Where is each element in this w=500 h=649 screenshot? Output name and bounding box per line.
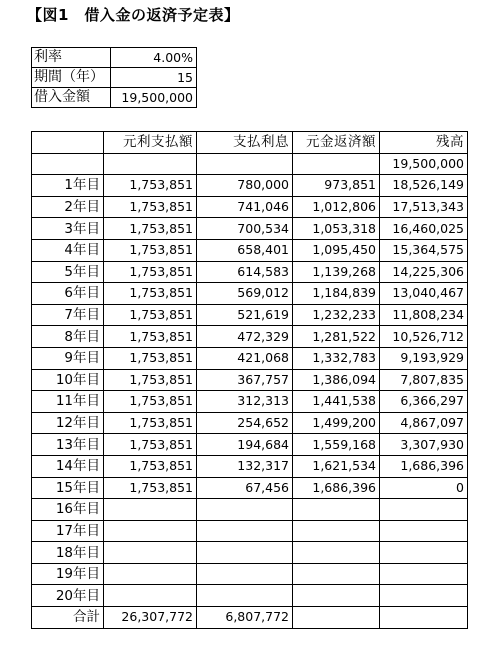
loan-amount-row xyxy=(32,88,197,108)
interest-cell[interactable]: 472,329 xyxy=(197,326,293,348)
table-cell[interactable] xyxy=(104,153,197,175)
total-interest-cell[interactable]: 6,807,772 xyxy=(197,607,293,629)
interest-cell[interactable]: 569,012 xyxy=(197,283,293,305)
balance-cell[interactable] xyxy=(380,563,468,585)
balance-cell[interactable]: 0 xyxy=(380,477,468,499)
term-value[interactable]: 15 xyxy=(111,68,197,88)
principal-cell[interactable] xyxy=(293,542,380,564)
balance-cell[interactable]: 4,867,097 xyxy=(380,412,468,434)
header-year xyxy=(32,132,104,154)
table-row xyxy=(32,261,468,283)
total-balance-cell[interactable] xyxy=(380,607,468,629)
principal-cell[interactable]: 1,686,396 xyxy=(293,477,380,499)
principal-cell[interactable]: 1,184,839 xyxy=(293,283,380,305)
balance-cell[interactable]: 11,808,234 xyxy=(380,304,468,326)
payment-cell[interactable]: 1,753,851 xyxy=(104,196,197,218)
interest-cell[interactable] xyxy=(197,520,293,542)
principal-cell[interactable]: 1,281,522 xyxy=(293,326,380,348)
balance-cell[interactable]: 1,686,396 xyxy=(380,455,468,477)
year-label: 15年目 xyxy=(32,477,104,499)
payment-cell[interactable]: 1,753,851 xyxy=(104,283,197,305)
payment-cell[interactable] xyxy=(104,520,197,542)
total-label: 合計 xyxy=(32,607,104,629)
initial-balance-value[interactable]: 19,500,000 xyxy=(380,153,468,175)
repayment-schedule-table xyxy=(31,131,468,629)
table-row xyxy=(32,412,468,434)
principal-cell[interactable] xyxy=(293,585,380,607)
principal-cell[interactable] xyxy=(293,499,380,521)
year-label: 3年目 xyxy=(32,218,104,240)
table-cell[interactable] xyxy=(197,153,293,175)
balance-cell[interactable]: 9,193,929 xyxy=(380,347,468,369)
principal-cell[interactable]: 1,386,094 xyxy=(293,369,380,391)
year-label: 13年目 xyxy=(32,434,104,456)
balance-cell[interactable]: 16,460,025 xyxy=(380,218,468,240)
initial-balance-row xyxy=(32,153,468,175)
total-principal-cell[interactable] xyxy=(293,607,380,629)
interest-cell[interactable] xyxy=(197,499,293,521)
payment-cell[interactable]: 1,753,851 xyxy=(104,455,197,477)
term-row xyxy=(32,68,197,88)
year-label: 9年目 xyxy=(32,347,104,369)
year-label: 16年目 xyxy=(32,499,104,521)
table-row xyxy=(32,563,468,585)
table-row xyxy=(32,369,468,391)
payment-cell[interactable]: 1,753,851 xyxy=(104,326,197,348)
table-cell[interactable] xyxy=(32,153,104,175)
table-row xyxy=(32,542,468,564)
interest-rate-row xyxy=(32,48,197,68)
interest-cell[interactable]: 521,619 xyxy=(197,304,293,326)
principal-cell[interactable]: 1,139,268 xyxy=(293,261,380,283)
interest-cell[interactable]: 780,000 xyxy=(197,175,293,197)
interest-cell[interactable]: 367,757 xyxy=(197,369,293,391)
table-row xyxy=(32,455,468,477)
year-label: 5年目 xyxy=(32,261,104,283)
year-label: 7年目 xyxy=(32,304,104,326)
year-label: 12年目 xyxy=(32,412,104,434)
document-title: 【図1 借入金の返済予定表】 xyxy=(27,6,240,24)
interest-cell[interactable]: 614,583 xyxy=(197,261,293,283)
balance-cell[interactable]: 6,366,297 xyxy=(380,391,468,413)
term-label: 期間（年） xyxy=(32,68,111,88)
table-row xyxy=(32,175,468,197)
table-row xyxy=(32,239,468,261)
table-row xyxy=(32,304,468,326)
year-label: 4年目 xyxy=(32,239,104,261)
loan-info-table xyxy=(31,47,197,108)
balance-cell[interactable]: 14,225,306 xyxy=(380,261,468,283)
table-row xyxy=(32,520,468,542)
year-label: 10年目 xyxy=(32,369,104,391)
table-row xyxy=(32,585,468,607)
interest-cell[interactable]: 700,534 xyxy=(197,218,293,240)
interest-rate-value[interactable]: 4.00% xyxy=(111,48,197,68)
principal-cell[interactable]: 1,012,806 xyxy=(293,196,380,218)
total-payment-cell[interactable]: 26,307,772 xyxy=(104,607,197,629)
principal-cell[interactable] xyxy=(293,520,380,542)
table-row xyxy=(32,196,468,218)
interest-cell[interactable]: 132,317 xyxy=(197,455,293,477)
payment-cell[interactable]: 1,753,851 xyxy=(104,434,197,456)
interest-cell[interactable]: 741,046 xyxy=(197,196,293,218)
principal-cell[interactable]: 1,441,538 xyxy=(293,391,380,413)
loan-amount-label: 借入金額 xyxy=(32,88,111,108)
interest-cell[interactable]: 421,068 xyxy=(197,347,293,369)
principal-cell[interactable]: 1,621,534 xyxy=(293,455,380,477)
payment-cell[interactable]: 1,753,851 xyxy=(104,477,197,499)
loan-amount-value[interactable]: 19,500,000 xyxy=(111,88,197,108)
table-row xyxy=(32,347,468,369)
year-label: 2年目 xyxy=(32,196,104,218)
payment-cell[interactable]: 1,753,851 xyxy=(104,218,197,240)
table-row xyxy=(32,218,468,240)
payment-cell[interactable]: 1,753,851 xyxy=(104,304,197,326)
total-row xyxy=(32,607,468,629)
balance-cell[interactable]: 15,364,575 xyxy=(380,239,468,261)
balance-cell[interactable]: 13,040,467 xyxy=(380,283,468,305)
year-label: 19年目 xyxy=(32,563,104,585)
principal-cell[interactable]: 1,559,168 xyxy=(293,434,380,456)
payment-cell[interactable] xyxy=(104,542,197,564)
interest-cell[interactable] xyxy=(197,563,293,585)
balance-cell[interactable] xyxy=(380,499,468,521)
table-row xyxy=(32,326,468,348)
balance-cell[interactable] xyxy=(380,520,468,542)
year-label: 11年目 xyxy=(32,391,104,413)
header-row xyxy=(32,132,468,154)
balance-cell[interactable] xyxy=(380,542,468,564)
interest-cell[interactable]: 658,401 xyxy=(197,239,293,261)
table-cell[interactable] xyxy=(293,153,380,175)
balance-cell[interactable] xyxy=(380,585,468,607)
year-label: 17年目 xyxy=(32,520,104,542)
principal-cell[interactable]: 1,332,783 xyxy=(293,347,380,369)
table-row xyxy=(32,434,468,456)
interest-cell[interactable] xyxy=(197,542,293,564)
payment-cell[interactable]: 1,753,851 xyxy=(104,347,197,369)
table-row xyxy=(32,477,468,499)
balance-cell[interactable]: 18,526,149 xyxy=(380,175,468,197)
payment-cell[interactable]: 1,753,851 xyxy=(104,239,197,261)
principal-cell[interactable]: 973,851 xyxy=(293,175,380,197)
payment-cell[interactable]: 1,753,851 xyxy=(104,261,197,283)
payment-cell[interactable]: 1,753,851 xyxy=(104,391,197,413)
year-label: 6年目 xyxy=(32,283,104,305)
interest-cell[interactable]: 67,456 xyxy=(197,477,293,499)
interest-cell[interactable] xyxy=(197,585,293,607)
interest-cell[interactable]: 194,684 xyxy=(197,434,293,456)
balance-cell[interactable]: 17,513,343 xyxy=(380,196,468,218)
balance-cell[interactable]: 3,307,930 xyxy=(380,434,468,456)
balance-cell[interactable]: 10,526,712 xyxy=(380,326,468,348)
principal-cell[interactable]: 1,095,450 xyxy=(293,239,380,261)
table-row xyxy=(32,391,468,413)
header-balance: 残高 xyxy=(380,132,468,154)
year-label: 8年目 xyxy=(32,326,104,348)
header-interest: 支払利息 xyxy=(197,132,293,154)
header-payment: 元利支払額 xyxy=(104,132,197,154)
payment-cell[interactable] xyxy=(104,585,197,607)
payment-cell[interactable]: 1,753,851 xyxy=(104,175,197,197)
payment-cell[interactable]: 1,753,851 xyxy=(104,412,197,434)
year-label: 20年目 xyxy=(32,585,104,607)
principal-cell[interactable] xyxy=(293,563,380,585)
table-row xyxy=(32,499,468,521)
year-label: 14年目 xyxy=(32,455,104,477)
year-label: 18年目 xyxy=(32,542,104,564)
payment-cell[interactable]: 1,753,851 xyxy=(104,369,197,391)
header-principal: 元金返済額 xyxy=(293,132,380,154)
principal-cell[interactable]: 1,499,200 xyxy=(293,412,380,434)
interest-cell[interactable]: 312,313 xyxy=(197,391,293,413)
balance-cell[interactable]: 7,807,835 xyxy=(380,369,468,391)
interest-cell[interactable]: 254,652 xyxy=(197,412,293,434)
principal-cell[interactable]: 1,053,318 xyxy=(293,218,380,240)
payment-cell[interactable] xyxy=(104,563,197,585)
table-row xyxy=(32,283,468,305)
year-label: 1年目 xyxy=(32,175,104,197)
principal-cell[interactable]: 1,232,233 xyxy=(293,304,380,326)
interest-rate-label: 利率 xyxy=(32,48,111,68)
payment-cell[interactable] xyxy=(104,499,197,521)
